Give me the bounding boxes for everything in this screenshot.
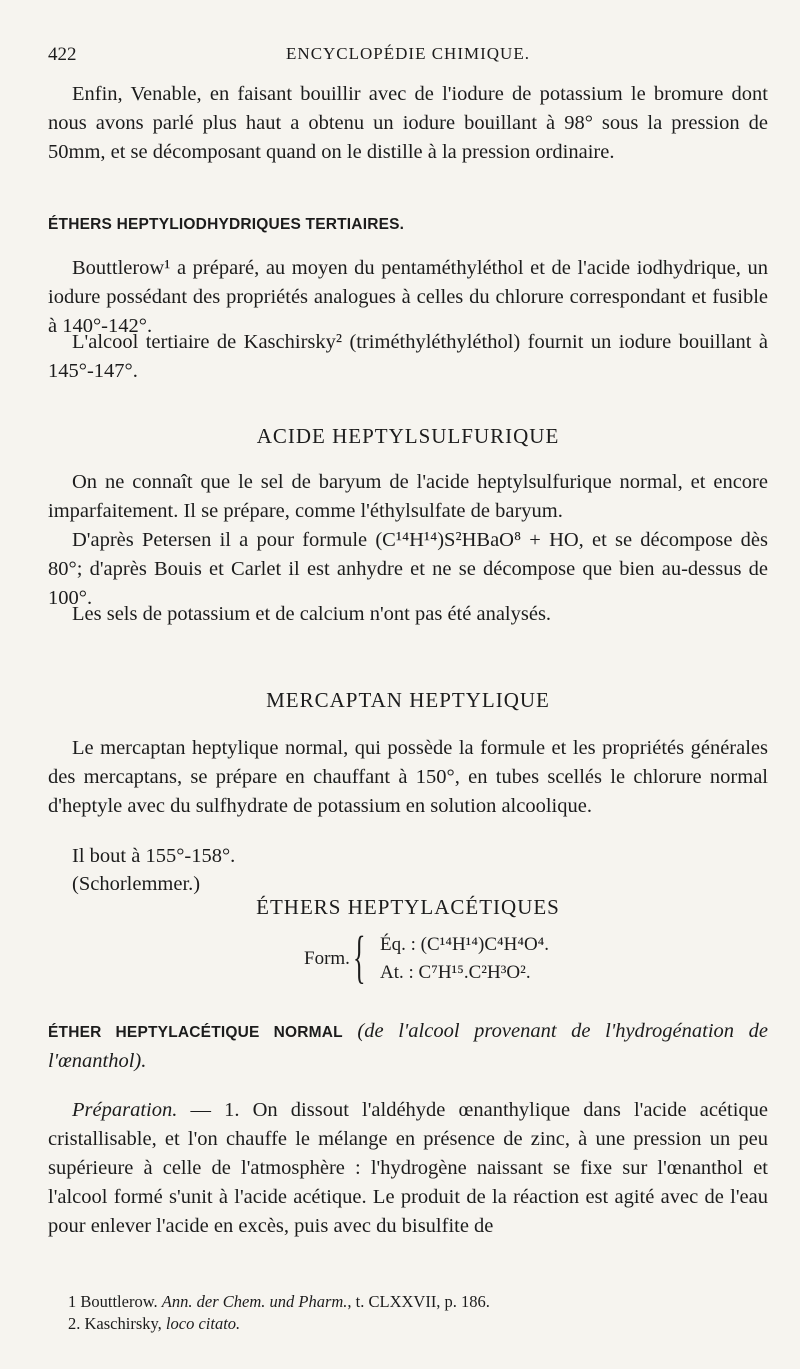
footnote-1: 1 Bouttlerow. Ann. der Chem. und Pharm., t. CLXXVII, p. 186.: [68, 1292, 490, 1311]
brace-icon: {: [353, 924, 366, 989]
section-heading-tertiary-ethers: ÉTHERS HEPTYLIODHYDRIQUES TERTIAIRES.: [48, 216, 405, 233]
running-header: [48, 44, 768, 72]
subsection-heading-bold: ÉTHER HEPTYLACÉTIQUE NORMAL: [48, 1024, 343, 1041]
formula-equivalent: Éq. : (C¹⁴H¹⁴)C⁴H⁴O⁴.: [380, 934, 550, 955]
paragraph-barium-salt: On ne connaît que le sel de baryum de l'acide heptylsulfurique normal, et encore imparfaitement. Il se prépare, comme l'éthylsulfate de baryum.: [48, 471, 768, 522]
footnotes: [68, 1291, 768, 1335]
subsection-heading-italic: (de l'alcool provenant de l'hydrogénation de l'œnanthol).: [48, 1020, 768, 1072]
paragraph-kaschirsky: L'alcool tertiaire de Kaschirsky² (triméthyléthyléthol) fournit un iodure bouillant à 145°-147°.: [48, 331, 768, 382]
formula-atomic: At. : C⁷H¹⁵.C²H³O².: [380, 962, 531, 983]
paragraph-bouttlerow: Bouttlerow¹ a préparé, au moyen du pentaméthyléthol et de l'acide iodhydrique, un iodure possédant des propriétés analogues à celles du chlorure correspondant et fusible à 140°-142°.: [48, 257, 768, 337]
preparation-label: Préparation.: [72, 1099, 178, 1121]
paragraph-preparation: Préparation. — 1. On dissout l'aldéhyde œnanthylique dans l'acide acétique cristallisable, et l'on chauffe le mélange en présence de zinc, à une pression un peu supérieure à celle de l'atmosphère : l'hydrogène naissant se fixe sur l'œnanthol et l'alcool formé s'unit à l'acide acétique. Le produit de la réaction est agité avec de l'eau pour enlever l'acide en excès, puis avec du bisulfite de: [48, 1099, 769, 1237]
formula-block: [48, 924, 768, 992]
formula-label: Form.: [304, 948, 350, 969]
paragraph-mercaptan-preparation: Le mercaptan heptylique normal, qui possède la formule et les propriétés générales des mercaptans, se prépare en chauffant à 150°, en tubes scellés le chlorure normal d'heptyle avec du sulfhydrate de potassium en solution alcoolique.: [48, 737, 768, 817]
running-title: ENCYCLOPÉDIE CHIMIQUE.: [286, 44, 530, 63]
paragraph-citation-schorlemmer: (Schorlemmer.): [72, 873, 201, 895]
subsection-heading-normal-heptylacetic-ether: [48, 1017, 768, 1076]
section-title-heptylsulfuric-acid: ACIDE HEPTYLSULFURIQUE: [256, 424, 560, 448]
paragraph-venable: Enfin, Venable, en faisant bouillir avec de l'iodure de potassium le bromure dont nous avons parlé plus haut a obtenu un iodure bouillant à 98° sous la pression de 50mm, et se décomposant quand on le distille à la pression ordinaire.: [48, 83, 768, 163]
section-title-heptylacetic-ethers: ÉTHERS HEPTYLACÉTIQUES: [256, 895, 560, 919]
paragraph-boiling-point: Il bout à 155°-158°.: [72, 845, 236, 867]
footnote-2: 2. Kaschirsky, loco citato.: [68, 1314, 241, 1333]
page-number: 422: [48, 44, 77, 65]
section-title-heptyl-mercaptan: MERCAPTAN HEPTYLIQUE: [266, 688, 550, 712]
paragraph-petersen-formula: D'après Petersen il a pour formule (C¹⁴H¹⁴)S²HBaO⁸ + HO, et se décompose dès 80°; d'après Bouis et Carlet il est anhydre et ne se décompose que bien au-dessus de 100°.: [48, 529, 768, 609]
paragraph-salts-not-analysed: Les sels de potassium et de calcium n'ont pas été analysés.: [72, 603, 552, 625]
